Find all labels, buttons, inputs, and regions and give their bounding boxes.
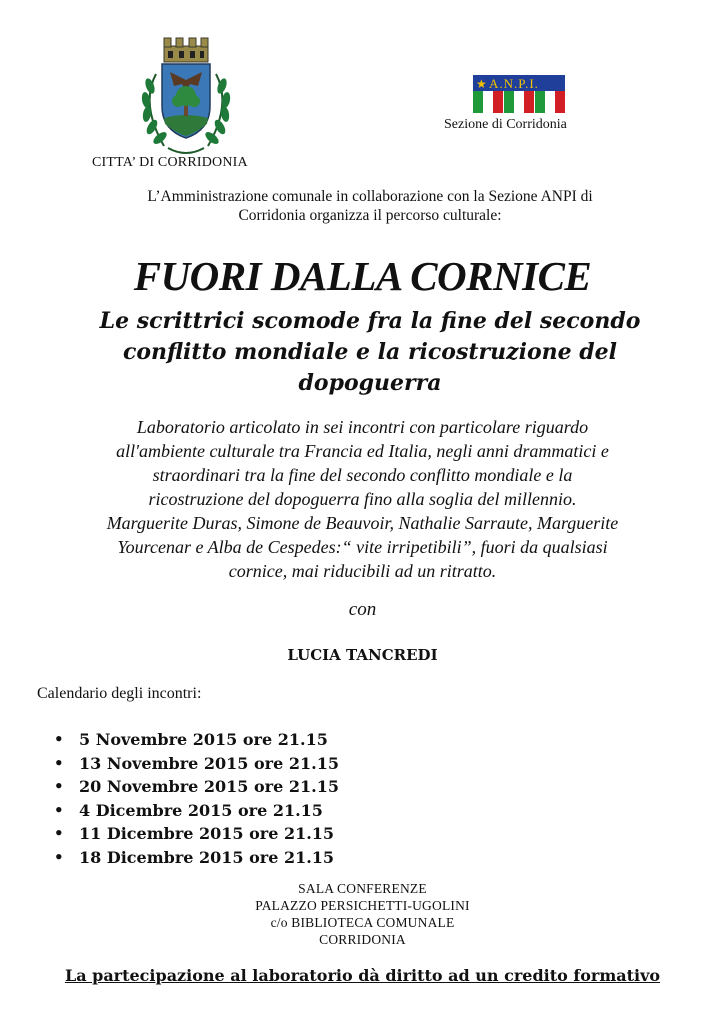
main-title: FUORI DALLA CORNICE <box>133 253 592 299</box>
bullet-icon: • <box>54 777 64 796</box>
venue-line: PALAZZO PERSICHETTI-UGOLINI <box>255 898 470 913</box>
italian-flags-icon <box>473 91 565 113</box>
description-line: Laboratorio articolato in sei incontri con particolare riguardo <box>136 417 589 437</box>
calendar-item <box>52 775 339 799</box>
subtitle-line: conflitto mondiale e la ricostruzione del <box>122 339 618 365</box>
anpi-logo-text: A.N.P.I. <box>489 76 539 91</box>
calendar-date: 11 Dicembre 2015 ore 21.15 <box>79 824 335 844</box>
calendar-item <box>52 728 339 752</box>
bullet-icon: • <box>54 824 64 843</box>
speaker-name: LUCIA TANCREDI <box>287 646 438 664</box>
calendar-item <box>52 752 339 776</box>
intro-line: Corridonia organizza il percorso culturale: <box>238 207 502 224</box>
coat-of-arms-logo <box>134 34 238 158</box>
venue-block <box>0 880 725 948</box>
con-label: con <box>348 599 377 620</box>
description-line: ricostruzione del dopoguerra fino alla soglia del millennio. <box>148 489 577 509</box>
description-line: straordinari tra la fine del secondo conflitto mondiale e la <box>152 465 573 485</box>
anpi-logo <box>473 75 565 113</box>
calendar-date: 4 Dicembre 2015 ore 21.15 <box>79 800 323 820</box>
shield-icon <box>162 64 210 138</box>
venue-line: SALA CONFERENZE <box>298 881 427 896</box>
intro-line: L’Amministrazione comunale in collaborazione con la Sezione ANPI di <box>147 188 593 205</box>
bullet-icon: • <box>54 753 64 772</box>
calendar-label: Calendario degli incontri: <box>37 685 202 702</box>
calendar-date: 5 Novembre 2015 ore 21.15 <box>79 730 328 749</box>
subtitle <box>40 306 700 399</box>
bullet-icon: • <box>54 847 64 866</box>
description <box>20 415 705 583</box>
calendar-item <box>52 846 339 870</box>
intro-text <box>60 187 680 225</box>
bullet-icon: • <box>54 800 64 819</box>
calendar-item <box>52 799 339 823</box>
venue-line: CORRIDONIA <box>319 932 406 947</box>
calendar-date: 13 Novembre 2015 ore 21.15 <box>79 753 339 773</box>
description-line: Marguerite Duras, Simone de Beauvoir, Nathalie Sarraute, Marguerite <box>106 513 619 533</box>
subtitle-line: dopoguerra <box>298 370 442 396</box>
calendar-date: 20 Novembre 2015 ore 21.15 <box>79 777 339 797</box>
bullet-icon: • <box>54 730 64 748</box>
calendar-list <box>52 728 339 870</box>
subtitle-line: Le scrittrici scomode fra la fine del secondo <box>99 308 641 334</box>
calendar-date: 18 Dicembre 2015 ore 21.15 <box>79 847 335 867</box>
city-label: CITTA’ DI CORRIDONIA <box>92 155 248 170</box>
anpi-section-label: Sezione di Corridonia <box>444 117 567 132</box>
description-line: all'ambiente culturale tra Francia ed Italia, negli anni drammatici e <box>116 441 609 461</box>
description-line: cornice, mai riducibili ad un ritratto. <box>228 561 497 581</box>
description-line: Yourcenar e Alba de Cespedes:“ vite irripetibili”, fuori da qualsiasi <box>117 537 608 557</box>
anpi-star-icon: ★ <box>476 77 487 91</box>
credit-note: La partecipazione al laboratorio dà diritto ad un credito formativo <box>64 966 661 985</box>
calendar-item <box>52 822 339 846</box>
crown-icon <box>164 38 208 62</box>
venue-line: c/o BIBLIOTECA COMUNALE <box>270 915 455 930</box>
